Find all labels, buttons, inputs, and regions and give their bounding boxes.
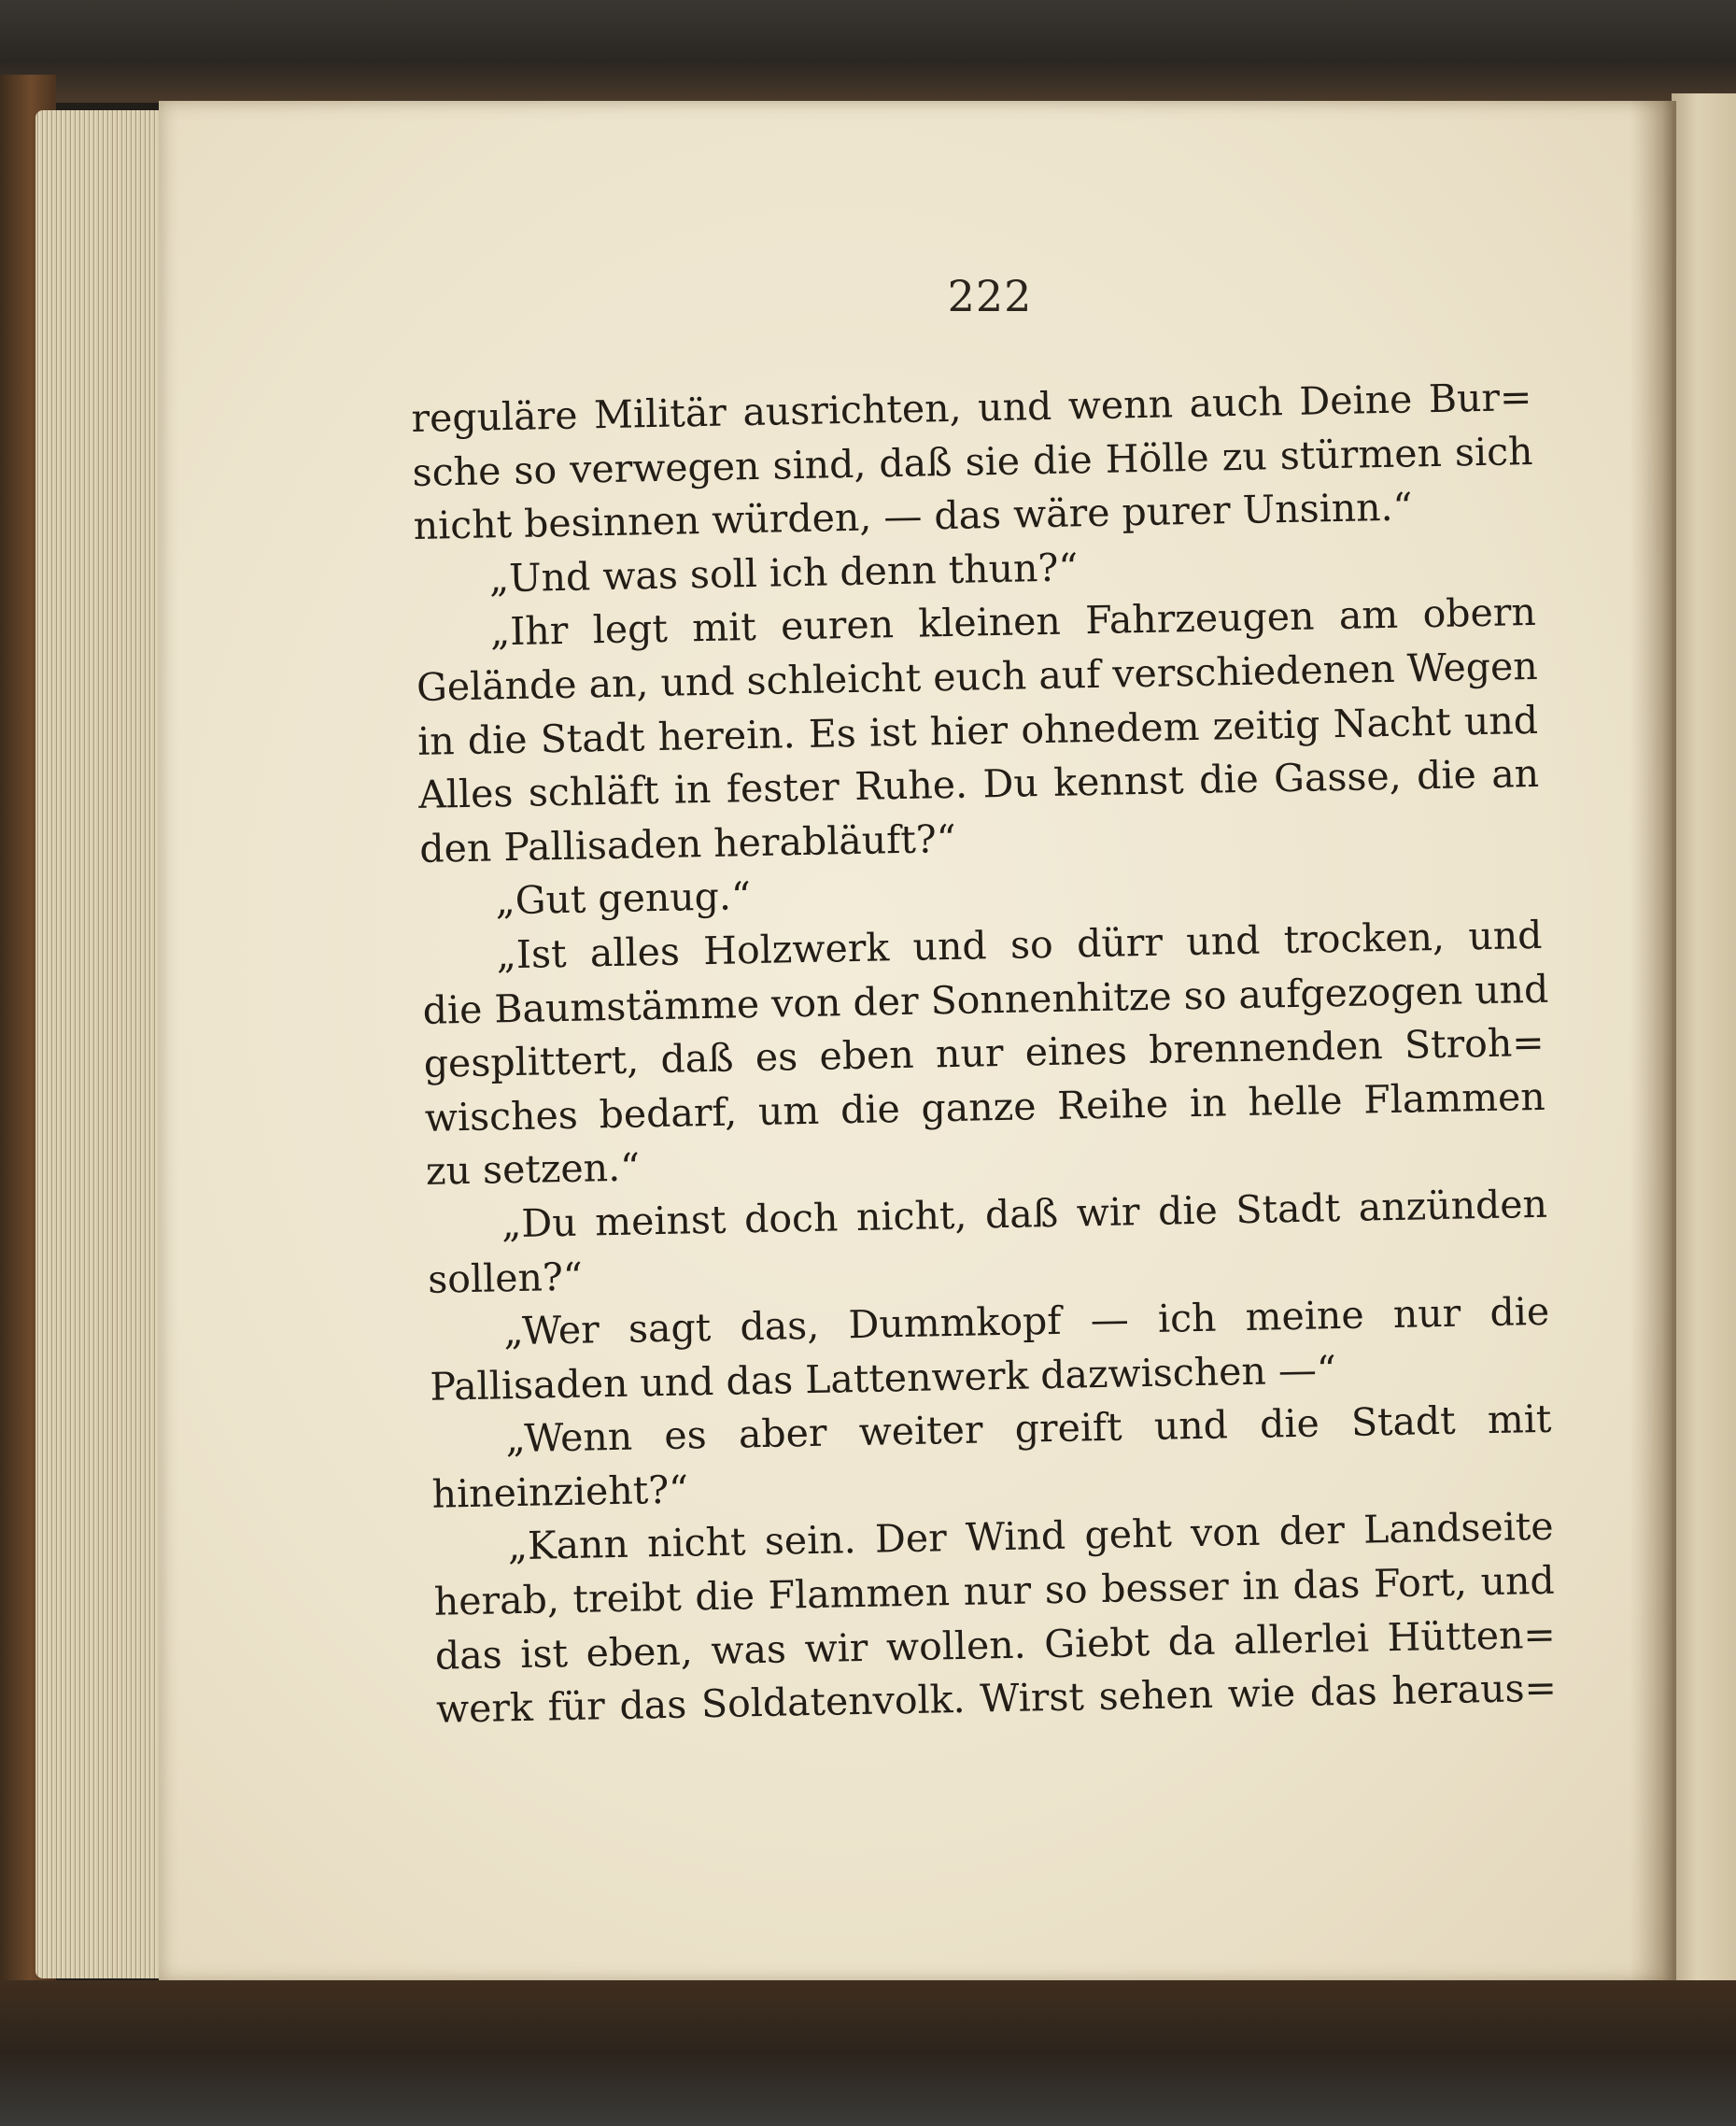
text-line: „Ist alles Holzwerk und so dürr und trocken, und	[496, 912, 1543, 978]
text-line: Pallisaden und das Lattenwerk dazwischen —“	[429, 1346, 1337, 1410]
text-line: herab, treibt die Flammen nur so besser in das Fort, und	[433, 1557, 1556, 1624]
text-line: Gelände an, und schleicht euch auf verschiedenen Wegen	[416, 643, 1539, 710]
text-line: Alles schläft in fester Ruhe. Du kennst die Gasse, die an	[417, 751, 1540, 818]
text-line: sollen?“	[427, 1254, 584, 1302]
text-line: „Kann nicht sein. Der Wind geht von der Landseite	[507, 1504, 1554, 1569]
page-number: 222	[947, 271, 1033, 321]
page-gutter-shadow	[1630, 101, 1676, 1982]
text-line: „Ihr legt mit euren kleinen Fahrzeugen am obern	[489, 589, 1537, 655]
text-line: werk für das Soldatenvolk. Wirst sehen wie das heraus=	[435, 1665, 1558, 1732]
text-line: „Wer sagt das, Dummkopf — ich meine nur die	[502, 1288, 1550, 1354]
text-line: nicht besinnen würden, — das wäre purer Unsinn.“	[413, 484, 1413, 549]
body-text	[411, 371, 1557, 1737]
text-line: „Du meinst doch nicht, daß wir die Stadt anzünden	[501, 1181, 1548, 1247]
book-cover-top	[0, 0, 1736, 103]
text-line: gesplittert, daß es eben nur eines brennenden Stroh=	[423, 1019, 1545, 1086]
text-line: das ist eben, was wir wollen. Giebt da allerlei Hütten=	[434, 1611, 1557, 1679]
text-line: „Gut genug.“	[495, 873, 752, 924]
text-line: „Und was soll ich denn thun?“	[488, 545, 1079, 602]
text-line: in die Stadt herein. Es ist hier ohnedem zeitig Nacht und	[416, 697, 1539, 764]
text-line: wisches bedarf, um die ganze Reihe in helle Flammen	[424, 1073, 1546, 1141]
text-line: „Wenn es aber weiter greift und die Stadt mit	[505, 1396, 1552, 1462]
text-line: die Baumstämme von der Sonnenhitze so aufgezogen und	[422, 966, 1549, 1033]
text-line: hineinzieht?“	[431, 1467, 689, 1517]
text-line: den Pallisaden herabläuft?“	[418, 815, 957, 872]
page-edges	[35, 110, 162, 1978]
text-line: sche so verwegen sind, daß sie die Hölle zu stürmen sich	[412, 428, 1533, 495]
facing-page-edge	[1672, 93, 1736, 1990]
text-line: reguläre Militär ausrichten, und wenn auch Deine Bur=	[411, 374, 1532, 441]
book-cover-bottom	[0, 1980, 1736, 2126]
text-line: zu setzen.“	[425, 1144, 641, 1195]
